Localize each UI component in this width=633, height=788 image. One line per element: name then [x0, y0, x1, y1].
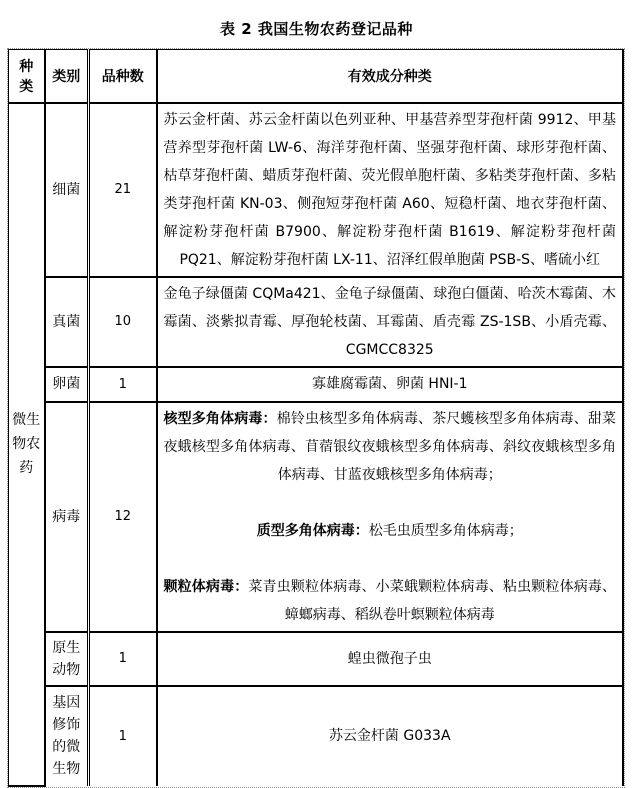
header-count: 品种数 [89, 50, 157, 103]
category-cell-oomycetes: 卵菌 [45, 367, 89, 402]
table-row-protozoa [9, 632, 624, 686]
kind-cell-microbial-pesticide: 微生物农药 [9, 103, 45, 786]
virus-paragraph-gv [164, 573, 617, 629]
virus-text-gv: 菜青虫颗粒体病毒、小菜蛾颗粒体病毒、粘虫颗粒体病毒、蟑螂病毒、稻纵卷叶螟颗粒体病毒 [248, 578, 617, 623]
ingredients-cell-protozoa: 蝗虫微孢子虫 [157, 632, 624, 686]
category-cell-bacteria: 细菌 [45, 103, 89, 277]
header-kind: 种类 [9, 50, 45, 103]
ingredients-cell-oomycetes: 寡雄腐霉菌、卵菌 HNI-1 [157, 367, 624, 402]
registration-table-frame [7, 48, 625, 788]
count-cell-viruses: 12 [89, 402, 157, 632]
registration-table [8, 49, 624, 787]
header-category: 类别 [45, 50, 89, 103]
virus-label-gv: 颗粒体病毒： [163, 578, 249, 595]
table-row-gm-microbes [9, 686, 624, 786]
count-cell-protozoa: 1 [89, 632, 157, 686]
count-cell-oomycetes: 1 [89, 367, 157, 402]
category-cell-gm-microbes: 基因修饰的微生物 [45, 686, 89, 786]
ingredients-cell-fungi: 金龟子绿僵菌 CQMa421、金龟子绿僵菌、球孢白僵菌、哈茨木霉菌、木霉菌、淡紫拟青霉、厚孢轮枝菌、耳霉菌、盾壳霉 ZS-1SB、小盾壳霉、CGMCC8325 [157, 277, 624, 367]
virus-text-cpv: 松毛虫质型多角体病毒； [368, 522, 523, 539]
virus-label-cpv: 质型多角体病毒： [256, 522, 369, 539]
table-title: 表 2 我国生物农药登记品种 [220, 20, 413, 38]
count-cell-fungi: 10 [89, 277, 157, 367]
table-row-bacteria [9, 103, 624, 277]
ingredients-cell-gm-microbes: 苏云金杆菌 G033A [157, 686, 624, 786]
virus-paragraph-npv [164, 405, 617, 489]
ingredients-cell-bacteria: 苏云金杆菌、苏云金杆菌以色列亚种、甲基营养型芽孢杆菌 9912、甲基营养型芽孢杆菌 LW-6、海洋芽孢杆菌、坚强芽孢杆菌、球形芽孢杆菌、枯草芽孢杆菌、蜡质芽孢杆菌、荧光假单胞杆菌、多粘类芽孢杆菌、多粘类芽孢杆菌 KN-03、侧孢短芽孢杆菌 A60、短稳杆菌、地衣芽孢杆菌、解淀粉芽孢杆菌 B7900、解淀粉芽孢杆菌 B1619、解淀粉芽孢杆菌 PQ21、解淀粉芽孢杆菌 LX-11、沼泽红假单胞菌 PSB-S、嗜硫小红 [157, 103, 624, 277]
count-cell-gm-microbes: 1 [89, 686, 157, 786]
table-row-oomycetes [9, 367, 624, 402]
header-row [9, 50, 624, 103]
virus-label-npv: 核型多角体病毒： [163, 410, 277, 427]
category-cell-fungi: 真菌 [45, 277, 89, 367]
ingredients-cell-viruses [157, 402, 624, 632]
table-row-fungi [9, 277, 624, 367]
virus-text-npv: 棉铃虫核型多角体病毒、茶尺蠖核型多角体病毒、甜菜夜蛾核型多角体病毒、苜蓿银纹夜蛾核型多角体病毒、斜纹夜蛾核型多角体病毒、甘蓝夜蛾核型多角体病毒； [163, 410, 617, 483]
category-cell-viruses: 病毒 [45, 402, 89, 632]
count-cell-bacteria: 21 [89, 103, 157, 277]
virus-paragraph-cpv [164, 517, 617, 545]
table-row-viruses [9, 402, 624, 632]
category-cell-protozoa: 原生动物 [45, 632, 89, 686]
header-ingredients: 有效成分种类 [157, 50, 624, 103]
